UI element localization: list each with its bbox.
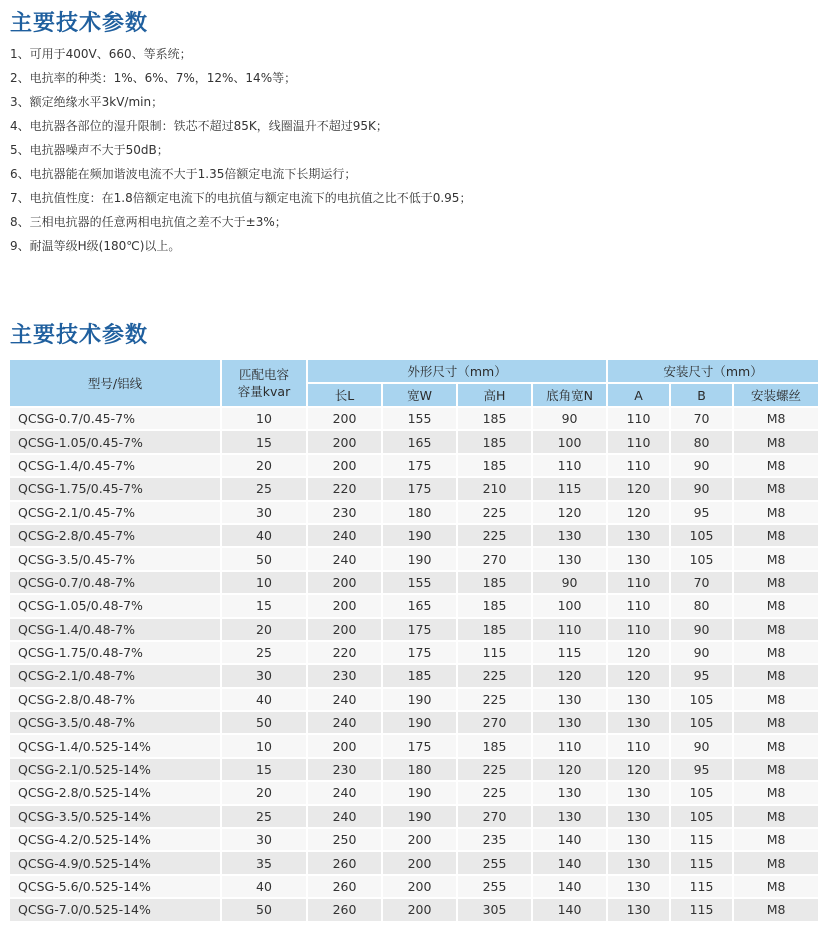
spec-table — [10, 360, 818, 923]
cell-capacity: 20 — [222, 455, 308, 478]
cell-height: 225 — [458, 502, 533, 525]
cell-screw: M8 — [734, 829, 818, 852]
cell-height: 185 — [458, 595, 533, 618]
cell-length: 220 — [308, 642, 383, 665]
cell-mount-b: 95 — [671, 502, 734, 525]
cell-length: 240 — [308, 548, 383, 571]
cell-screw: M8 — [734, 572, 818, 595]
cell-capacity: 25 — [222, 642, 308, 665]
cell-foot-width: 140 — [533, 899, 608, 922]
table-row — [10, 735, 818, 758]
cell-length: 260 — [308, 899, 383, 922]
cell-mount-b: 70 — [671, 408, 734, 431]
cell-mount-a: 110 — [608, 572, 671, 595]
cell-foot-width: 140 — [533, 852, 608, 875]
cell-foot-width: 130 — [533, 525, 608, 548]
cell-width: 200 — [383, 876, 458, 899]
cell-height: 225 — [458, 759, 533, 782]
cell-screw: M8 — [734, 548, 818, 571]
cell-length: 260 — [308, 876, 383, 899]
table-row — [10, 899, 818, 922]
cell-width: 180 — [383, 759, 458, 782]
cell-screw: M8 — [734, 478, 818, 501]
cell-model: QCSG-4.2/0.525-14% — [10, 829, 222, 852]
cell-capacity: 10 — [222, 408, 308, 431]
cell-mount-b: 90 — [671, 642, 734, 665]
header-screw: 安装螺丝 — [734, 384, 818, 408]
cell-height: 270 — [458, 806, 533, 829]
cell-screw: M8 — [734, 712, 818, 735]
cell-mount-b: 115 — [671, 852, 734, 875]
table-row — [10, 408, 818, 431]
spec-item: 4、电抗器各部位的湿升限制：铁芯不超过85K，线圈温升不超过95K； — [10, 119, 388, 133]
cell-model: QCSG-0.7/0.45-7% — [10, 408, 222, 431]
cell-foot-width: 130 — [533, 548, 608, 571]
cell-height: 225 — [458, 525, 533, 548]
cell-model: QCSG-7.0/0.525-14% — [10, 899, 222, 922]
cell-width: 175 — [383, 642, 458, 665]
cell-height: 270 — [458, 712, 533, 735]
cell-capacity: 30 — [222, 829, 308, 852]
cell-height: 305 — [458, 899, 533, 922]
spec-item: 9、耐温等级H级(180℃)以上。 — [10, 239, 181, 253]
cell-width: 190 — [383, 782, 458, 805]
header-capacity-line1: 匹配电容 — [238, 367, 289, 382]
cell-foot-width: 120 — [533, 665, 608, 688]
table-row — [10, 689, 818, 712]
cell-model: QCSG-1.75/0.48-7% — [10, 642, 222, 665]
cell-length: 200 — [308, 408, 383, 431]
cell-mount-a: 130 — [608, 782, 671, 805]
cell-mount-b: 105 — [671, 525, 734, 548]
spec-item: 2、电抗率的种类：1%、6%、7%，12%、14%等； — [10, 71, 297, 85]
cell-foot-width: 110 — [533, 735, 608, 758]
table-row — [10, 431, 818, 454]
section-title-specs: 主要技术参数 — [10, 11, 149, 36]
cell-capacity: 15 — [222, 431, 308, 454]
cell-foot-width: 120 — [533, 759, 608, 782]
cell-foot-width: 90 — [533, 408, 608, 431]
cell-capacity: 15 — [222, 759, 308, 782]
cell-screw: M8 — [734, 431, 818, 454]
cell-height: 225 — [458, 689, 533, 712]
cell-capacity: 10 — [222, 735, 308, 758]
cell-width: 175 — [383, 478, 458, 501]
cell-mount-b: 115 — [671, 876, 734, 899]
spec-item: 5、电抗器噪声不大于50dB； — [10, 143, 169, 157]
cell-width: 190 — [383, 806, 458, 829]
header-capacity — [222, 360, 308, 408]
cell-model: QCSG-2.1/0.45-7% — [10, 502, 222, 525]
cell-capacity: 25 — [222, 806, 308, 829]
cell-model: QCSG-1.05/0.45-7% — [10, 431, 222, 454]
cell-foot-width: 115 — [533, 642, 608, 665]
cell-mount-b: 95 — [671, 759, 734, 782]
table-row — [10, 782, 818, 805]
cell-mount-a: 110 — [608, 619, 671, 642]
cell-width: 200 — [383, 829, 458, 852]
cell-height: 235 — [458, 829, 533, 852]
cell-mount-b: 105 — [671, 689, 734, 712]
cell-model: QCSG-4.9/0.525-14% — [10, 852, 222, 875]
header-foot-width: 底角宽N — [533, 384, 608, 408]
cell-mount-b: 105 — [671, 712, 734, 735]
cell-mount-a: 120 — [608, 502, 671, 525]
cell-capacity: 50 — [222, 899, 308, 922]
cell-mount-a: 130 — [608, 876, 671, 899]
cell-model: QCSG-1.4/0.525-14% — [10, 735, 222, 758]
cell-height: 225 — [458, 782, 533, 805]
table-body — [10, 408, 818, 923]
cell-screw: M8 — [734, 899, 818, 922]
header-capacity-line2: 容量kvar — [237, 384, 291, 399]
cell-mount-a: 130 — [608, 899, 671, 922]
cell-foot-width: 110 — [533, 455, 608, 478]
cell-length: 200 — [308, 595, 383, 618]
cell-model: QCSG-3.5/0.45-7% — [10, 548, 222, 571]
header-width: 宽W — [383, 384, 458, 408]
cell-length: 230 — [308, 759, 383, 782]
cell-mount-b: 115 — [671, 899, 734, 922]
table-row — [10, 478, 818, 501]
table-row — [10, 759, 818, 782]
cell-width: 155 — [383, 408, 458, 431]
cell-capacity: 25 — [222, 478, 308, 501]
cell-screw: M8 — [734, 665, 818, 688]
cell-foot-width: 130 — [533, 689, 608, 712]
cell-width: 175 — [383, 619, 458, 642]
cell-screw: M8 — [734, 595, 818, 618]
cell-capacity: 30 — [222, 665, 308, 688]
cell-height: 185 — [458, 431, 533, 454]
cell-height: 185 — [458, 408, 533, 431]
cell-foot-width: 110 — [533, 619, 608, 642]
cell-length: 230 — [308, 502, 383, 525]
spec-item: 3、额定绝缘水平3kV/min； — [10, 95, 164, 109]
cell-mount-a: 110 — [608, 431, 671, 454]
cell-mount-b: 90 — [671, 455, 734, 478]
cell-model: QCSG-3.5/0.525-14% — [10, 806, 222, 829]
cell-screw: M8 — [734, 782, 818, 805]
table-row — [10, 665, 818, 688]
cell-mount-a: 130 — [608, 712, 671, 735]
cell-mount-a: 120 — [608, 759, 671, 782]
table-row — [10, 876, 818, 899]
cell-screw: M8 — [734, 689, 818, 712]
cell-height: 210 — [458, 478, 533, 501]
table-row — [10, 525, 818, 548]
cell-mount-a: 110 — [608, 408, 671, 431]
cell-screw: M8 — [734, 806, 818, 829]
header-mount-a: A — [608, 384, 671, 408]
cell-foot-width: 100 — [533, 595, 608, 618]
cell-foot-width: 120 — [533, 502, 608, 525]
header-mounting-group: 安装尺寸（mm） — [608, 360, 818, 384]
cell-height: 270 — [458, 548, 533, 571]
table-row — [10, 548, 818, 571]
cell-height: 185 — [458, 455, 533, 478]
cell-model: QCSG-5.6/0.525-14% — [10, 876, 222, 899]
cell-width: 155 — [383, 572, 458, 595]
cell-screw: M8 — [734, 852, 818, 875]
cell-screw: M8 — [734, 876, 818, 899]
table-row — [10, 829, 818, 852]
cell-foot-width: 130 — [533, 712, 608, 735]
cell-length: 200 — [308, 455, 383, 478]
cell-screw: M8 — [734, 642, 818, 665]
cell-model: QCSG-2.1/0.48-7% — [10, 665, 222, 688]
table-row — [10, 806, 818, 829]
table-row — [10, 595, 818, 618]
table-row — [10, 619, 818, 642]
cell-screw: M8 — [734, 408, 818, 431]
cell-model: QCSG-1.75/0.45-7% — [10, 478, 222, 501]
cell-foot-width: 140 — [533, 876, 608, 899]
table-row — [10, 712, 818, 735]
cell-height: 115 — [458, 642, 533, 665]
cell-length: 260 — [308, 852, 383, 875]
spec-item: 7、电抗值性度：在1.8倍额定电流下的电抗值与额定电流下的电抗值之比不低于0.95； — [10, 191, 472, 205]
cell-width: 190 — [383, 689, 458, 712]
cell-mount-b: 70 — [671, 572, 734, 595]
cell-screw: M8 — [734, 735, 818, 758]
cell-mount-a: 120 — [608, 478, 671, 501]
header-mount-b: B — [671, 384, 734, 408]
cell-mount-b: 115 — [671, 829, 734, 852]
cell-mount-b: 80 — [671, 431, 734, 454]
spec-list — [10, 42, 471, 258]
cell-length: 240 — [308, 689, 383, 712]
cell-mount-b: 105 — [671, 806, 734, 829]
cell-mount-b: 105 — [671, 782, 734, 805]
cell-screw: M8 — [734, 619, 818, 642]
cell-capacity: 10 — [222, 572, 308, 595]
cell-height: 225 — [458, 665, 533, 688]
cell-mount-a: 130 — [608, 852, 671, 875]
cell-height: 185 — [458, 735, 533, 758]
cell-length: 240 — [308, 525, 383, 548]
cell-capacity: 15 — [222, 595, 308, 618]
cell-model: QCSG-2.8/0.45-7% — [10, 525, 222, 548]
cell-width: 165 — [383, 595, 458, 618]
cell-length: 240 — [308, 782, 383, 805]
cell-model: QCSG-1.4/0.45-7% — [10, 455, 222, 478]
cell-length: 220 — [308, 478, 383, 501]
table-row — [10, 852, 818, 875]
cell-width: 200 — [383, 899, 458, 922]
cell-capacity: 40 — [222, 689, 308, 712]
cell-foot-width: 130 — [533, 782, 608, 805]
cell-model: QCSG-2.8/0.525-14% — [10, 782, 222, 805]
cell-mount-b: 80 — [671, 595, 734, 618]
cell-capacity: 40 — [222, 876, 308, 899]
cell-height: 185 — [458, 619, 533, 642]
spec-table-container — [10, 360, 818, 923]
cell-mount-b: 90 — [671, 619, 734, 642]
header-length: 长L — [308, 384, 383, 408]
cell-mount-b: 95 — [671, 665, 734, 688]
spec-item: 6、电抗器能在频加谐波电流不大于1.35倍额定电流下长期运行； — [10, 167, 357, 181]
cell-length: 240 — [308, 806, 383, 829]
cell-screw: M8 — [734, 502, 818, 525]
cell-capacity: 50 — [222, 548, 308, 571]
table-row — [10, 642, 818, 665]
cell-foot-width: 90 — [533, 572, 608, 595]
cell-mount-a: 120 — [608, 665, 671, 688]
cell-mount-a: 120 — [608, 642, 671, 665]
cell-width: 200 — [383, 852, 458, 875]
header-dimensions-group: 外形尺寸（mm） — [308, 360, 608, 384]
cell-width: 185 — [383, 665, 458, 688]
table-row — [10, 572, 818, 595]
header-model: 型号/铝线 — [10, 360, 222, 408]
cell-capacity: 20 — [222, 619, 308, 642]
cell-width: 175 — [383, 455, 458, 478]
cell-mount-b: 90 — [671, 735, 734, 758]
table-row — [10, 455, 818, 478]
cell-length: 200 — [308, 735, 383, 758]
cell-mount-a: 130 — [608, 548, 671, 571]
cell-length: 230 — [308, 665, 383, 688]
cell-capacity: 30 — [222, 502, 308, 525]
cell-model: QCSG-3.5/0.48-7% — [10, 712, 222, 735]
header-height: 高H — [458, 384, 533, 408]
cell-width: 165 — [383, 431, 458, 454]
cell-foot-width: 130 — [533, 806, 608, 829]
cell-length: 200 — [308, 619, 383, 642]
cell-model: QCSG-2.1/0.525-14% — [10, 759, 222, 782]
cell-capacity: 20 — [222, 782, 308, 805]
cell-mount-b: 105 — [671, 548, 734, 571]
cell-capacity: 40 — [222, 525, 308, 548]
cell-screw: M8 — [734, 759, 818, 782]
cell-mount-a: 130 — [608, 829, 671, 852]
cell-screw: M8 — [734, 525, 818, 548]
cell-width: 190 — [383, 712, 458, 735]
cell-foot-width: 140 — [533, 829, 608, 852]
cell-foot-width: 115 — [533, 478, 608, 501]
cell-mount-b: 90 — [671, 478, 734, 501]
cell-mount-a: 110 — [608, 455, 671, 478]
table-row — [10, 502, 818, 525]
cell-height: 185 — [458, 572, 533, 595]
cell-model: QCSG-1.4/0.48-7% — [10, 619, 222, 642]
cell-length: 200 — [308, 431, 383, 454]
cell-model: QCSG-1.05/0.48-7% — [10, 595, 222, 618]
cell-width: 190 — [383, 548, 458, 571]
cell-capacity: 35 — [222, 852, 308, 875]
spec-item: 1、可用于400V、660、等系统； — [10, 47, 192, 61]
cell-screw: M8 — [734, 455, 818, 478]
cell-mount-a: 110 — [608, 735, 671, 758]
cell-length: 250 — [308, 829, 383, 852]
cell-capacity: 50 — [222, 712, 308, 735]
cell-mount-a: 130 — [608, 806, 671, 829]
cell-width: 180 — [383, 502, 458, 525]
cell-width: 175 — [383, 735, 458, 758]
cell-height: 255 — [458, 852, 533, 875]
cell-model: QCSG-0.7/0.48-7% — [10, 572, 222, 595]
cell-width: 190 — [383, 525, 458, 548]
cell-height: 255 — [458, 876, 533, 899]
cell-length: 240 — [308, 712, 383, 735]
cell-length: 200 — [308, 572, 383, 595]
cell-mount-a: 130 — [608, 689, 671, 712]
cell-mount-a: 110 — [608, 595, 671, 618]
cell-foot-width: 100 — [533, 431, 608, 454]
cell-model: QCSG-2.8/0.48-7% — [10, 689, 222, 712]
section-title-table: 主要技术参数 — [10, 323, 149, 348]
cell-mount-a: 130 — [608, 525, 671, 548]
spec-item: 8、三相电抗器的任意两相电抗值之差不大于±3%； — [10, 215, 287, 229]
